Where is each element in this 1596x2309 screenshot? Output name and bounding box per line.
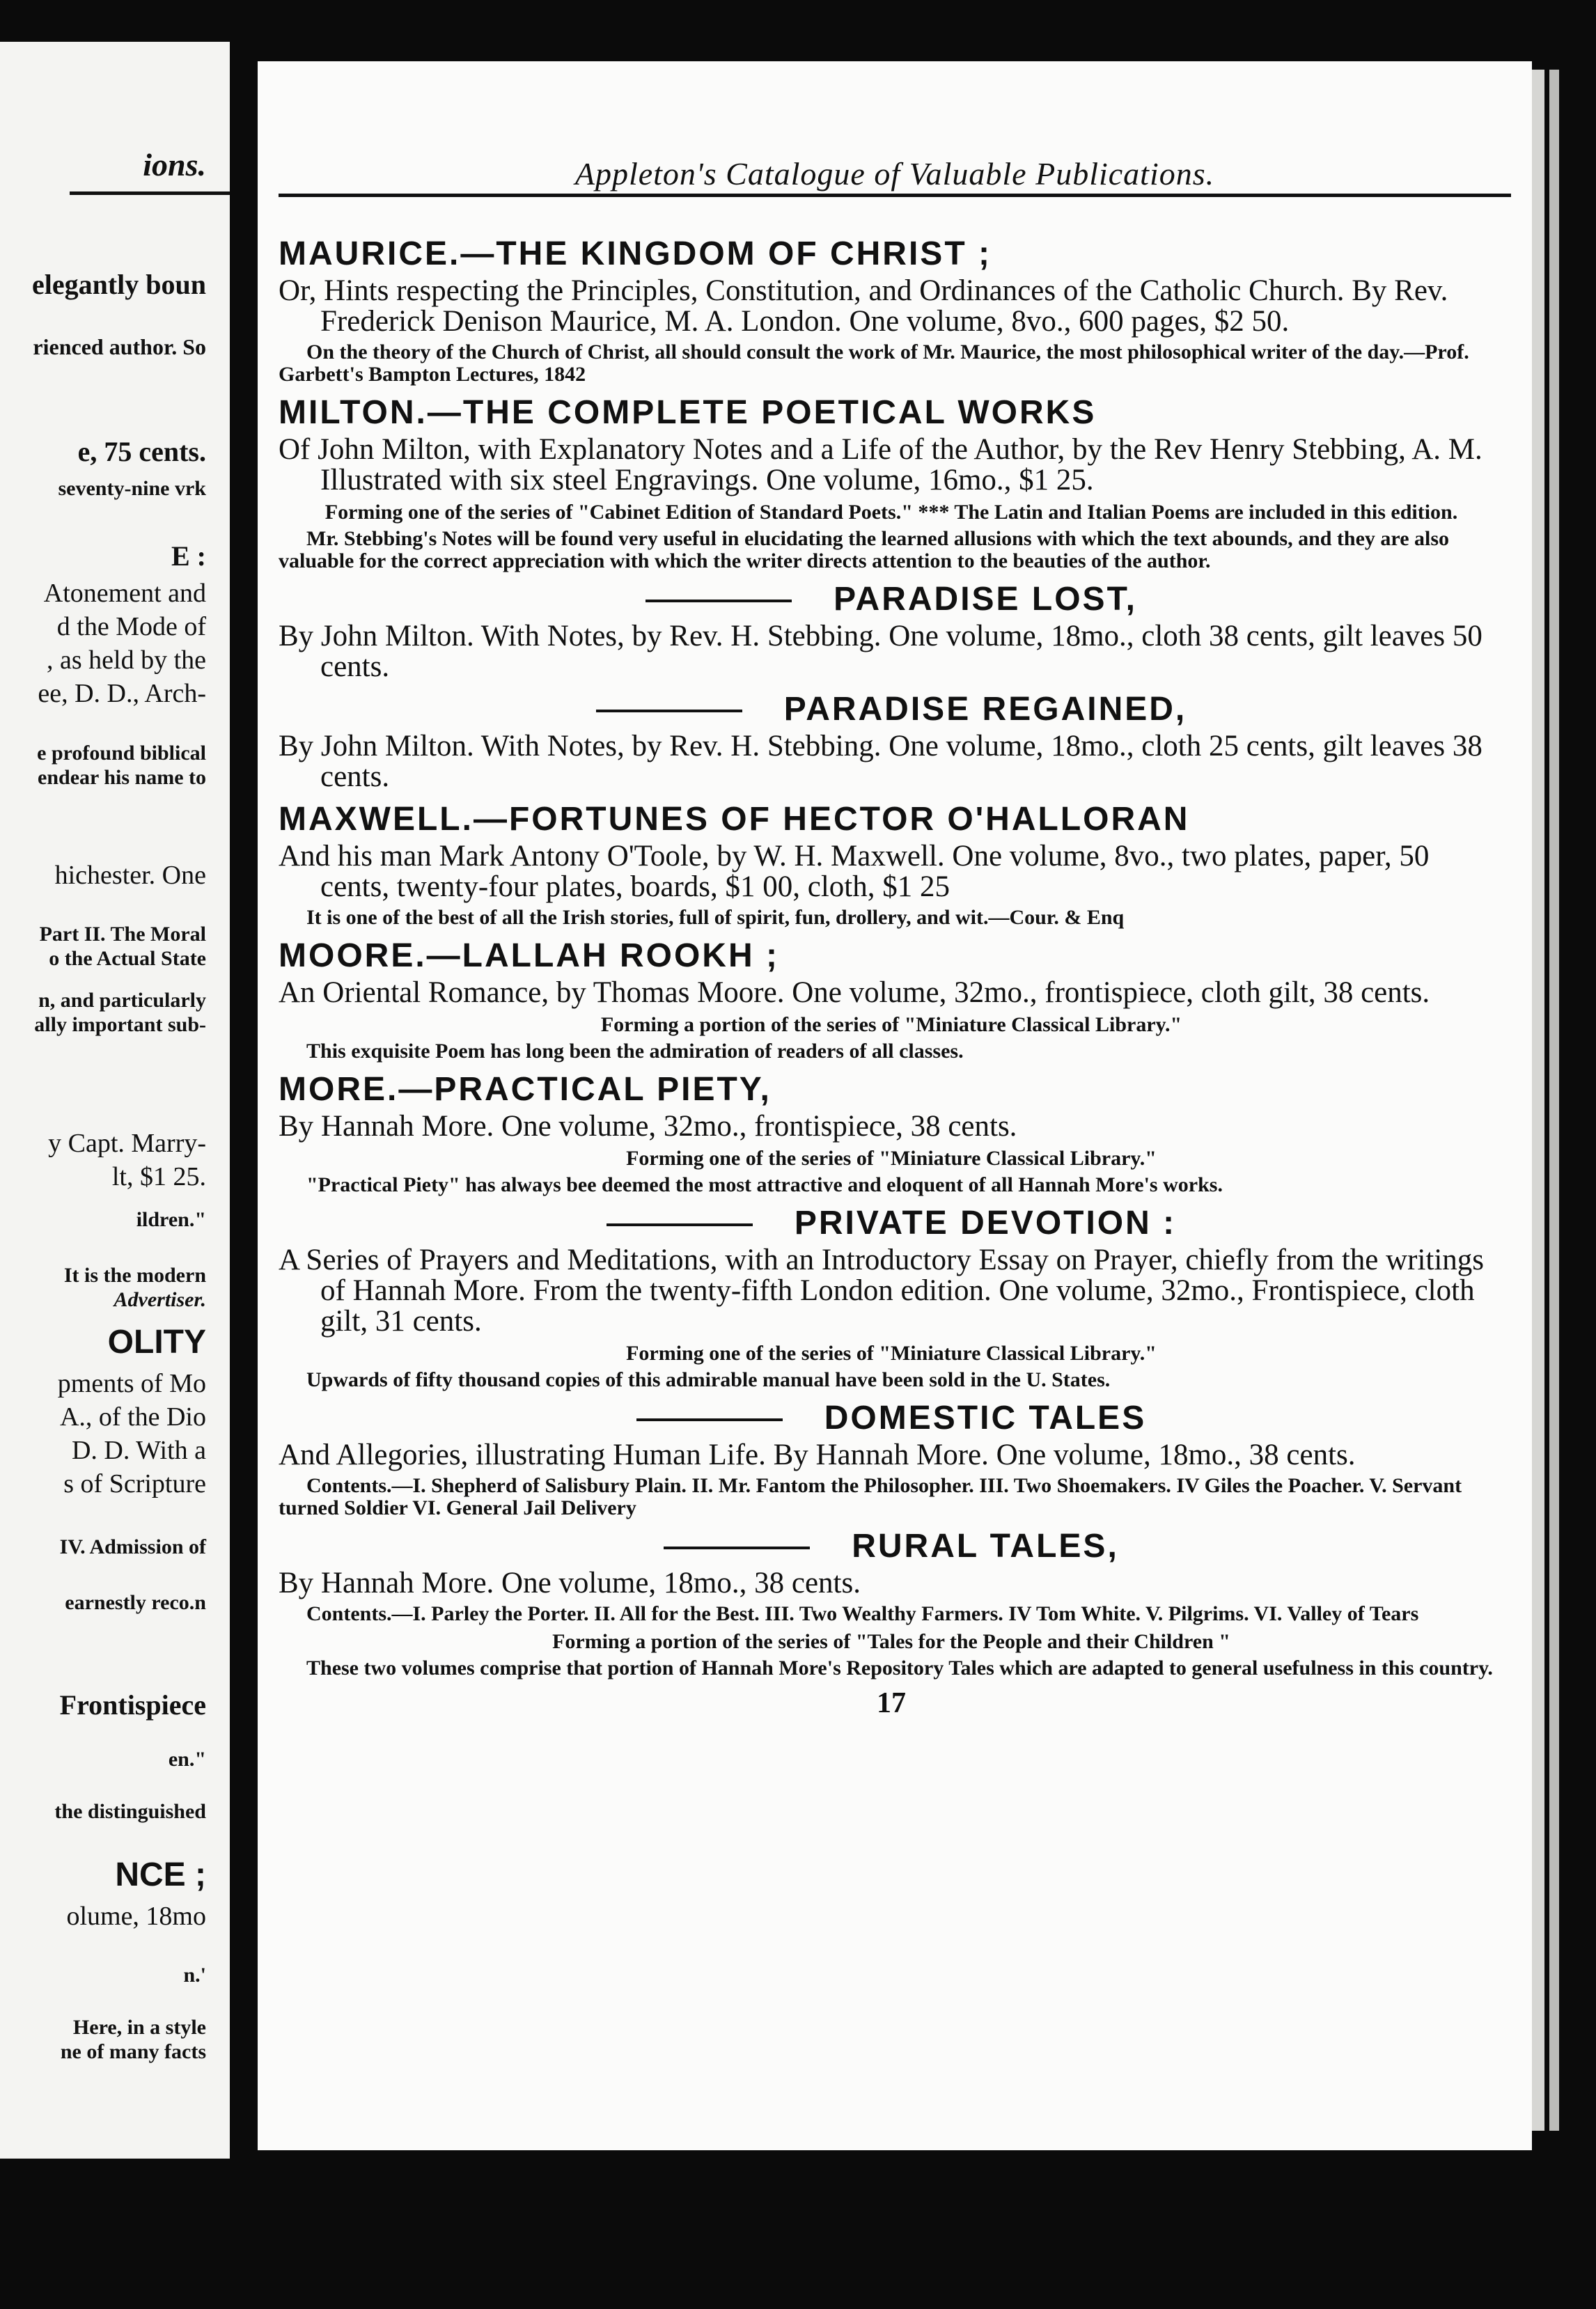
fragment-line: o the Actual State xyxy=(49,947,206,970)
entry-description: A Series of Prayers and Meditations, with an Introductory Essay on Prayer, chiefly from the writings of Hannah More. From the twenty-fifth London edition. One volume, 32mo., Frontispiece, cloth gilt, 31 cents. xyxy=(279,1244,1485,1338)
header-rule xyxy=(70,191,230,195)
entry-title xyxy=(279,1526,1504,1567)
fragment-line: Atonement and xyxy=(43,579,206,608)
fragment-line: s of Scripture xyxy=(63,1469,206,1498)
fragment-line: NCE ; xyxy=(115,1856,206,1893)
fragment-line: E : xyxy=(171,540,206,572)
title-dash xyxy=(596,710,742,712)
fragment-line: y Capt. Marry- xyxy=(48,1129,206,1158)
entry-series-note: Forming a portion of the series of "Miniature Classical Library." xyxy=(600,1013,1182,1036)
entry-title: MOORE.—LALLAH ROOKH ; xyxy=(279,937,779,974)
fragment-line: OLITY xyxy=(107,1324,206,1361)
fragment-line: pments of Mo xyxy=(57,1369,206,1398)
fragment-line: Here, in a style xyxy=(72,2016,206,2039)
entry-review: "Practical Piety" has always bee deemed the most attractive and eloquent of all Hannah More's works. xyxy=(306,1173,1223,1196)
title-dash xyxy=(646,600,792,602)
entry-paradise-regained xyxy=(279,689,1504,792)
entry-review: These two volumes comprise that portion of Hannah More's Repository Tales which are adapted to general usefulness in this country. xyxy=(306,1657,1493,1680)
title-dash xyxy=(636,1418,783,1421)
fragment-line: n.' xyxy=(183,1964,206,1987)
page-number: 17 xyxy=(877,1687,906,1719)
entry-maurice xyxy=(279,234,1504,386)
entry-title: MILTON.—THE COMPLETE POETICAL WORKS xyxy=(279,394,1097,431)
entry-maxwell xyxy=(279,799,1504,929)
entry-title-text: RURAL TALES, xyxy=(852,1528,1119,1565)
entry-private-devotion xyxy=(279,1203,1504,1391)
fragment-line: ions. xyxy=(143,147,206,182)
fragment-line: elegantly boun xyxy=(31,269,206,300)
fragment-line: the distinguished xyxy=(54,1800,206,1823)
entry-title-text: PARADISE LOST, xyxy=(834,581,1137,618)
entry-title xyxy=(279,579,1504,620)
fragment-line: IV. Admission of xyxy=(59,1535,206,1558)
fragment-line: rienced author. So xyxy=(33,334,206,359)
entry-description: And his man Mark Antony O'Toole, by W. H. Maxwell. One volume, 8vo., two plates, paper, 50 cents, twenty-four plates, boards, $1 00, cloth, $1 25 xyxy=(279,840,1430,903)
entry-description: By John Milton. With Notes, by Rev. H. Stebbing. One volume, 18mo., cloth 25 cents, gilt leaves 38 cents. xyxy=(279,730,1482,793)
fragment-line: ildren." xyxy=(136,1208,206,1231)
fragment-line: It is the modern xyxy=(63,1264,206,1287)
entry-review: Mr. Stebbing's Notes will be found very useful in elucidating the learned allusions with which the text abounds, and they are also valuable for the correct appreciation with which the writer directs attention to the beauties of the author. xyxy=(279,527,1450,572)
book-gutter xyxy=(230,0,258,2309)
catalogue-entries xyxy=(279,228,1504,1720)
entry-title: MAURICE.—THE KINGDOM OF CHRIST ; xyxy=(279,235,992,272)
fragment-line: lt, $1 25. xyxy=(111,1162,206,1191)
fragment-line: Part II. The Moral xyxy=(39,923,206,946)
fragment-line: hichester. One xyxy=(54,861,206,890)
entry-rural-tales xyxy=(279,1526,1504,1680)
entry-review: Upwards of fifty thousand copies of this admirable manual have been sold in the U. States. xyxy=(306,1368,1111,1391)
entry-description: Of John Milton, with Explanatory Notes and a Life of the Author, by the Rev Henry Stebbing, A. M. Illustrated with six steel Engravings. One volume, 16mo., $1 25. xyxy=(279,433,1482,496)
entry-description: Or, Hints respecting the Principles, Constitution, and Ordinances of the Catholic Church. By Rev. Frederick Denison Maurice, M. A. London. One volume, 8vo., 600 pages, $2 50. xyxy=(279,274,1448,338)
entry-description: An Oriental Romance, by Thomas Moore. One volume, 32mo., frontispiece, cloth gilt, 38 cents. xyxy=(279,976,1430,1009)
entry-title xyxy=(279,689,1504,730)
entry-review: It is one of the best of all the Irish stories, full of spirit, fun, drollery, and wit.—Cour. & Enq xyxy=(306,906,1125,929)
entry-practical-piety xyxy=(279,1070,1504,1196)
entry-title-text: PRIVATE DEVOTION : xyxy=(794,1205,1177,1242)
entry-description: By Hannah More. One volume, 32mo., frontispiece, 38 cents. xyxy=(279,1110,1017,1143)
fragment-line: e, 75 cents. xyxy=(77,436,206,467)
title-dash xyxy=(607,1223,753,1226)
page-edge xyxy=(1549,70,1559,2131)
entry-description: By John Milton. With Notes, by Rev. H. Stebbing. One volume, 18mo., cloth 38 cents, gilt leaves 50 cents. xyxy=(279,620,1482,683)
entry-title-text: PARADISE REGAINED, xyxy=(783,691,1187,728)
running-head: Appleton's Catalogue of Valuable Publications. xyxy=(574,156,1215,191)
fragment-line: Frontispiece xyxy=(59,1689,206,1721)
header-rule xyxy=(279,194,1511,197)
entry-description: And Allegories, illustrating Human Life. By Hannah More. One volume, 18mo., 38 cents. xyxy=(279,1439,1356,1471)
entry-series-note: Forming a portion of the series of "Tales for the People and their Children " xyxy=(552,1630,1230,1653)
entry-title: MORE.—PRACTICAL PIETY, xyxy=(279,1071,772,1108)
fragment-line: seventy-nine vrk xyxy=(58,477,206,500)
entry-domestic-tales xyxy=(279,1398,1504,1519)
facing-page-fragment xyxy=(0,42,230,2159)
entry-milton xyxy=(279,393,1504,572)
entry-contents: Contents.—I. Shepherd of Salisbury Plain. II. Mr. Fantom the Philosopher. III. Two Shoemakers. IV Giles the Poacher. V. Servant turned Soldier VI. General Jail Delivery xyxy=(279,1474,1462,1519)
entry-title xyxy=(279,1398,1504,1439)
entry-contents: Contents.—I. Parley the Porter. II. All for the Best. III. Two Wealthy Farmers. IV Tom White. V. Pilgrims. VI. Valley of Tears xyxy=(306,1602,1419,1625)
entry-series-note: Forming one of the series of "Cabinet Edition of Standard Poets." *** The Latin and Italian Poems are included in this edition. xyxy=(324,501,1458,524)
fragment-line: D. D. With a xyxy=(71,1436,206,1465)
entry-title: MAXWELL.—FORTUNES OF HECTOR O'HALLORAN xyxy=(279,801,1190,838)
fragment-line: endear his name to xyxy=(38,766,206,789)
page-edge xyxy=(1532,70,1544,2131)
fragment-line: e profound biblical xyxy=(37,742,206,765)
fragment-line: d the Mode of xyxy=(56,612,206,641)
entry-series-note: Forming one of the series of "Miniature Classical Library." xyxy=(626,1342,1157,1365)
fragment-line: en." xyxy=(168,1748,206,1771)
fragment-line: ally important sub- xyxy=(34,1013,206,1036)
fragment-line: A., of the Dio xyxy=(59,1402,206,1432)
entry-paradise-lost xyxy=(279,579,1504,682)
entry-review: On the theory of the Church of Christ, all should consult the work of Mr. Maurice, the most philosophical writer of the day.—Prof. Garbett's Bampton Lectures, 1842 xyxy=(279,341,1469,386)
title-dash xyxy=(664,1547,810,1549)
fragment-line: Advertiser. xyxy=(114,1288,206,1311)
entry-moore xyxy=(279,936,1504,1063)
entry-review: This exquisite Poem has long been the admiration of readers of all classes. xyxy=(306,1040,964,1063)
entry-series-note: Forming one of the series of "Miniature Classical Library." xyxy=(626,1147,1157,1170)
entry-description: By Hannah More. One volume, 18mo., 38 cents. xyxy=(279,1567,861,1599)
fragment-line: ee, D. D., Arch- xyxy=(38,679,206,708)
fragment-line: ne of many facts xyxy=(60,2040,206,2063)
entry-title xyxy=(279,1203,1504,1244)
catalogue-page xyxy=(258,61,1532,2150)
fragment-line: n, and particularly xyxy=(38,989,206,1012)
fragment-line: earnestly reco.n xyxy=(65,1591,206,1614)
entry-title-text: DOMESTIC TALES xyxy=(824,1400,1147,1437)
fragment-line: olume, 18mo xyxy=(66,1902,206,1931)
fragment-line: , as held by the xyxy=(46,645,206,675)
